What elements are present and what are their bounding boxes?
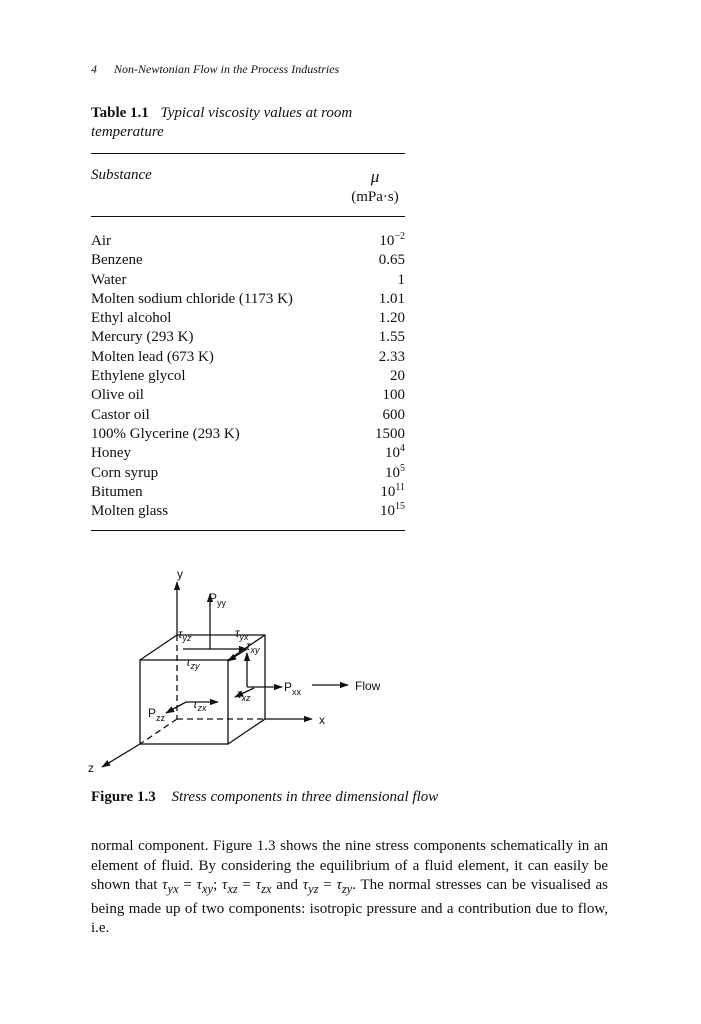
substance-name: Bitumen xyxy=(91,483,143,500)
table-title: Typical viscosity values at room temperature xyxy=(91,105,353,140)
tau-symbol: τ xyxy=(162,877,168,893)
substance-name: Air xyxy=(91,233,111,249)
table-row xyxy=(91,271,405,290)
z-axis xyxy=(102,744,140,767)
y-axis-label: y xyxy=(177,567,183,581)
table-bottom-rule xyxy=(91,530,405,531)
viscosity-value-base: 10 xyxy=(379,233,395,249)
table-label: Table 1.1 xyxy=(91,105,149,121)
viscosity-value xyxy=(383,386,406,405)
table-row xyxy=(91,367,405,386)
viscosity-value-base: 10 xyxy=(385,445,400,462)
viscosity-value-base: 1.20 xyxy=(378,310,405,327)
table-row xyxy=(91,348,405,367)
column-header-substance: Substance xyxy=(91,167,152,183)
viscosity-value-base: 10 xyxy=(385,464,400,481)
viscosity-value-base: 2.33 xyxy=(378,348,405,365)
txy-arrow xyxy=(228,649,247,661)
txz-label: $\tau_{xz}$ xyxy=(237,687,251,703)
substance-name: Olive oil xyxy=(91,387,144,404)
tau-symbol: τ xyxy=(222,877,228,893)
x-axis-label: x xyxy=(319,713,325,727)
stress-diagram xyxy=(80,562,410,777)
equals-sign: = xyxy=(237,877,256,893)
viscosity-value xyxy=(379,309,405,328)
tau-subscript: zy xyxy=(341,882,353,896)
substance-name: Benzene xyxy=(91,252,143,269)
paragraph-text-1: normal component. Figure 1.3 shows the nine stress components schematically in an element of fluid. By considering the equilibrium of a fluid element, it can easily be shown that xyxy=(91,838,608,893)
body-paragraph xyxy=(91,837,608,939)
figure-title: Stress components in three dimensional flow xyxy=(171,789,439,805)
table-row xyxy=(91,444,405,463)
viscosity-value xyxy=(398,271,406,290)
viscosity-value xyxy=(380,483,405,502)
tau-subscript: xz xyxy=(227,882,238,896)
tzx-label: $\tau_{zx}$ xyxy=(193,697,207,713)
viscosity-value-base: 1.01 xyxy=(378,290,405,307)
tau-symbol: τ xyxy=(336,877,342,893)
viscosity-value xyxy=(379,348,405,367)
tau-subscript: yz xyxy=(308,882,319,896)
viscosity-value-base: 10 xyxy=(380,503,395,520)
table-row xyxy=(91,464,405,483)
viscosity-value xyxy=(379,328,405,347)
viscosity-value-base: 0.65 xyxy=(378,252,405,269)
viscosity-value-base: 1 xyxy=(397,271,405,288)
viscosity-value xyxy=(380,502,405,521)
paragraph-text-2: The normal stresses can be visualised as being made up of two components: isotropic pressure and a contribution due to flow, i.e. xyxy=(91,877,609,936)
tau-symbol: τ xyxy=(255,877,262,893)
substance-name: 100% Glycerine (293 K) xyxy=(91,425,240,442)
viscosity-value xyxy=(385,464,405,483)
substance-name: Molten sodium chloride (1173 K) xyxy=(91,290,293,307)
z-axis-label: z xyxy=(88,761,94,775)
tzy-label: $\tau_{zy}$ xyxy=(186,655,200,671)
table-row xyxy=(91,251,405,270)
viscosity-value-base: 1500 xyxy=(375,425,405,442)
substance-name: Molten lead (673 K) xyxy=(91,348,214,365)
column-header-viscosity xyxy=(345,167,405,207)
flow-label: Flow xyxy=(355,679,381,693)
viscosity-value-exponent: 5 xyxy=(400,462,405,474)
viscosity-value xyxy=(379,290,405,309)
viscosity-value-base: 10 xyxy=(380,483,396,500)
viscosity-value xyxy=(375,425,405,444)
viscosity-value-exponent: −2 xyxy=(394,231,405,242)
substance-name: Molten glass xyxy=(91,503,169,520)
viscosity-value-base: 1.55 xyxy=(378,329,405,346)
tau-symbol: τ xyxy=(302,877,309,893)
viscosity-value-exponent: 11 xyxy=(395,481,405,493)
table-body xyxy=(91,232,405,521)
tau-subscript: zx xyxy=(261,882,272,896)
table-row xyxy=(91,328,405,347)
table-caption xyxy=(91,104,411,142)
tyz-label: $\tau_{yz}$ xyxy=(178,627,192,643)
table-row xyxy=(91,483,405,502)
table-row xyxy=(91,232,405,251)
figure-label: Figure 1.3 xyxy=(91,789,156,805)
substance-name: Castor oil xyxy=(91,406,150,423)
equation-separator: . xyxy=(352,877,361,893)
Pzz-label: $P_{zz}$ xyxy=(148,706,166,723)
viscosity-unit: (mPa·s) xyxy=(351,189,399,205)
table-row xyxy=(91,425,405,444)
viscosity-symbol: μ xyxy=(370,167,380,186)
table-row xyxy=(91,386,405,405)
viscosity-value xyxy=(379,251,405,270)
viscosity-value-base: 600 xyxy=(382,406,405,423)
tau-symbol: τ xyxy=(196,877,202,893)
substance-name: Corn syrup xyxy=(91,464,159,481)
viscosity-value-exponent: 15 xyxy=(395,501,405,513)
equation-separator: and xyxy=(271,877,303,893)
substance-name: Ethyl alcohol xyxy=(91,310,172,327)
equals-sign: = xyxy=(178,877,197,893)
equation-separator: ; xyxy=(213,877,222,893)
equals-sign: = xyxy=(318,877,337,893)
running-title: Non-Newtonian Flow in the Process Industries xyxy=(114,62,340,76)
Pxx-label: $P_{xx}$ xyxy=(284,680,302,697)
table-row xyxy=(91,290,405,309)
viscosity-value xyxy=(379,232,405,251)
table-header-rule xyxy=(91,216,405,217)
substance-name: Honey xyxy=(91,445,131,462)
stress-equalities xyxy=(162,877,361,896)
viscosity-value-base: 100 xyxy=(382,387,405,404)
Pzz-arrow xyxy=(166,702,186,713)
Pyy-label: $P_{yy}$ xyxy=(209,591,227,608)
viscosity-value-base: 20 xyxy=(390,368,405,385)
substance-name: Ethylene glycol xyxy=(91,368,186,385)
table-top-rule xyxy=(91,153,405,154)
tau-subscript: yx xyxy=(167,882,179,896)
tau-subscript: xy xyxy=(201,882,214,896)
txy-label: $\tau_{xy}$ xyxy=(246,639,260,655)
table-row xyxy=(91,406,405,425)
substance-name: Water xyxy=(91,271,127,288)
figure-caption xyxy=(91,789,438,806)
viscosity-value xyxy=(383,406,406,425)
tyx-label: $\tau_{yx}$ xyxy=(235,626,249,642)
running-header xyxy=(91,62,339,77)
substance-name: Mercury (293 K) xyxy=(91,329,194,346)
viscosity-value xyxy=(390,367,405,386)
page-number: 4 xyxy=(91,62,97,76)
table-row xyxy=(91,502,405,521)
viscosity-value-exponent: 4 xyxy=(400,443,405,455)
viscosity-value xyxy=(385,444,405,463)
table-row xyxy=(91,309,405,328)
